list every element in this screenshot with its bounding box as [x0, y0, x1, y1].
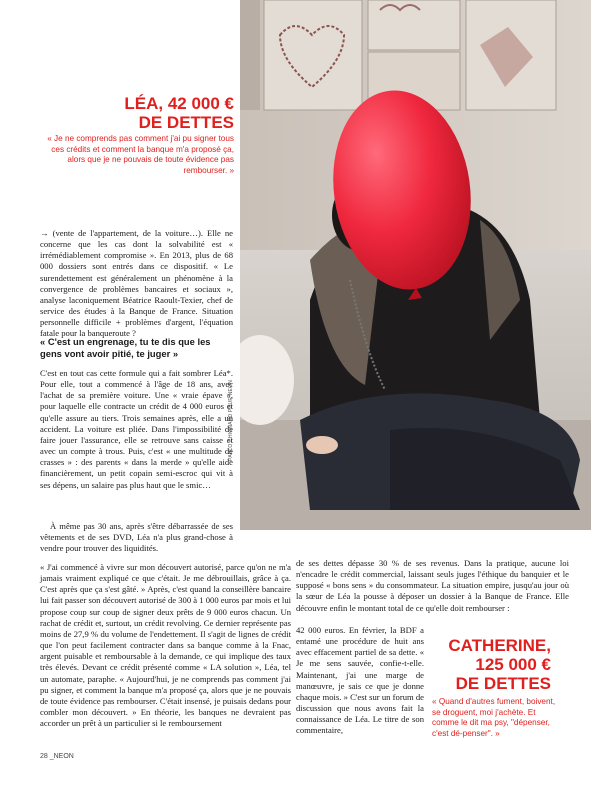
woman-with-red-balloon-photo — [240, 0, 591, 530]
article-wide-column-right — [296, 558, 569, 614]
pull-quote: « C'est un engrenage, tu te dis que les gens vont avoir pitié, te juger » — [40, 336, 211, 359]
article-story-2-text: À même pas 30 ans, après s'être débarrassée de ses vêtements et de ses DVD, Léa n'a plus grand-chose à vendre pour trouver des liquidités. — [40, 521, 233, 554]
article-story-2 — [40, 521, 233, 554]
article-story-text: C'est en tout cas cette formule qui a fait sombrer Léa*. Pour elle, tout a commencé à l'âge de 18 ans, avec l'achat de sa première voiture. Une « vraie épave », pour laquelle elle contracte un crédit de 4 000 euros et qu'elle assure au tiers. Trois semaines après, elle a un accident. La voiture est pliée. Dans l'impossibilité de faire jouer l'assurance, elle se retrouve sans caisse et avec un compte à trous. Puis, c'est « une multitude de crasses » : des parents « dans la merde » qu'elle aide financièrement, un petit copain semi-escroc qui vit à ses dépens, un salaire pas plus haut que le smic… — [40, 368, 233, 490]
catherine-quote: « Quand d'autres fument, boivent, se droguent, moi j'achète. Et comme le dit ma psy, "dépenser, c'est dé-penser". » — [432, 697, 556, 738]
article-narrow-text: 42 000 euros. En février, la BDF a entamé une procédure de huit ans avec effacement partiel de sa dette. « Je me sens sauvée, confie-t-elle. Maintenant, j'ai une marge de manœuvre, je sais ce que je donne chaque mois. » C'est sur un forum de discussion que nous avons fait la connaissance de Léa. Le titre de son commentaire, — [296, 625, 424, 736]
article-intro — [40, 228, 233, 340]
article-wide-column-left — [40, 562, 291, 729]
article-narrow-column — [296, 625, 424, 737]
article-wide-right-text: de ses dettes dépasse 30 % de ses revenus. Dans la pratique, aucune loi n'encadre le crédit commercial, laissant seuls juges l'éthique du banquier et le supposé « bons sens » du consommateur. La situation empire, jusqu'au jour où la sœur de Léa la pousse à déposer un dossier à la Banque de France. Elle découvre enfin le montant total de ce qu'elle doit rembourser : — [296, 558, 569, 613]
lea-heading-line2: DE DETTES — [138, 113, 234, 132]
page-folio: 28 _NEON — [40, 753, 74, 760]
lea-quote: « Je ne comprends pas comment j'ai pu signer tous ces crédits et comment la banque m'a proposé ça, alors que je ne pouvais de toute évidence pas rembourser. » — [47, 134, 234, 175]
catherine-heading-line2: 125 000 € — [475, 655, 551, 674]
lea-heading-line1: LÉA, 42 000 € — [124, 94, 234, 113]
article-story — [40, 368, 233, 491]
catherine-heading-line3: DE DETTES — [455, 674, 551, 693]
photo-credit: PABLO CHIGNARD POUR NEON — [228, 380, 234, 461]
article-wide-left-text: « J'ai commencé à vivre sur mon découvert autorisé, parce qu'on ne m'a jamais vraiment expliqué ce que c'était. Je me débrouillais, grâce à ça. C'est après que ça s'est gâté. » Après, c'est quand la conseillère bancaire lui fait passer son découvert autorisé de 300 à 1 000 euros par mois et lui propose coup sur coup de signer deux prêts de 9 000 euros chacun. Un rachat de crédit et, surtout, un crédit revolving. Ce dernier représente pas moins de 27,9 % du volume de l'endettement. Il s'agit de lignes de crédit que l'on peut facilement contracter dans sa banque comme à la Fnac, argent puisable et remboursable à la demande, ce qui implique des taux très élevés. Devant ce crédit présenté comme « LA solution », Léa, tel un automate, paraphe. « Aujourd'hui, je ne comprends pas comment j'ai pu signer, et comment la banque m'a proposé ça, alors que je ne pouvais de toute évidence pas rembourser. C'était insensé, je puisais dedans pour combler mon découvert. » En théorie, les banques ne devraient pas accorder un prêt à un particulier si le remboursement — [40, 562, 291, 729]
article-intro-text: → (vente de l'appartement, de la voiture…). Elle ne concerne que les cas dont la solvabilité est « irrémédiablement compromise ». En 2013, plus de 68 000 dossiers sont entrés dans ce dispositif. « Le surendettement est généralement un phénomène à la convergence de problèmes bancaires et sociaux », analyse laconiquement Béatrice Raoult-Texier, chef de service des études à la Banque de France. Situation personnelle difficile + problèmes d'argent, l'équation fatale pour la banqueroute ? — [40, 228, 233, 339]
catherine-heading-line1: CATHERINE, — [448, 636, 551, 655]
